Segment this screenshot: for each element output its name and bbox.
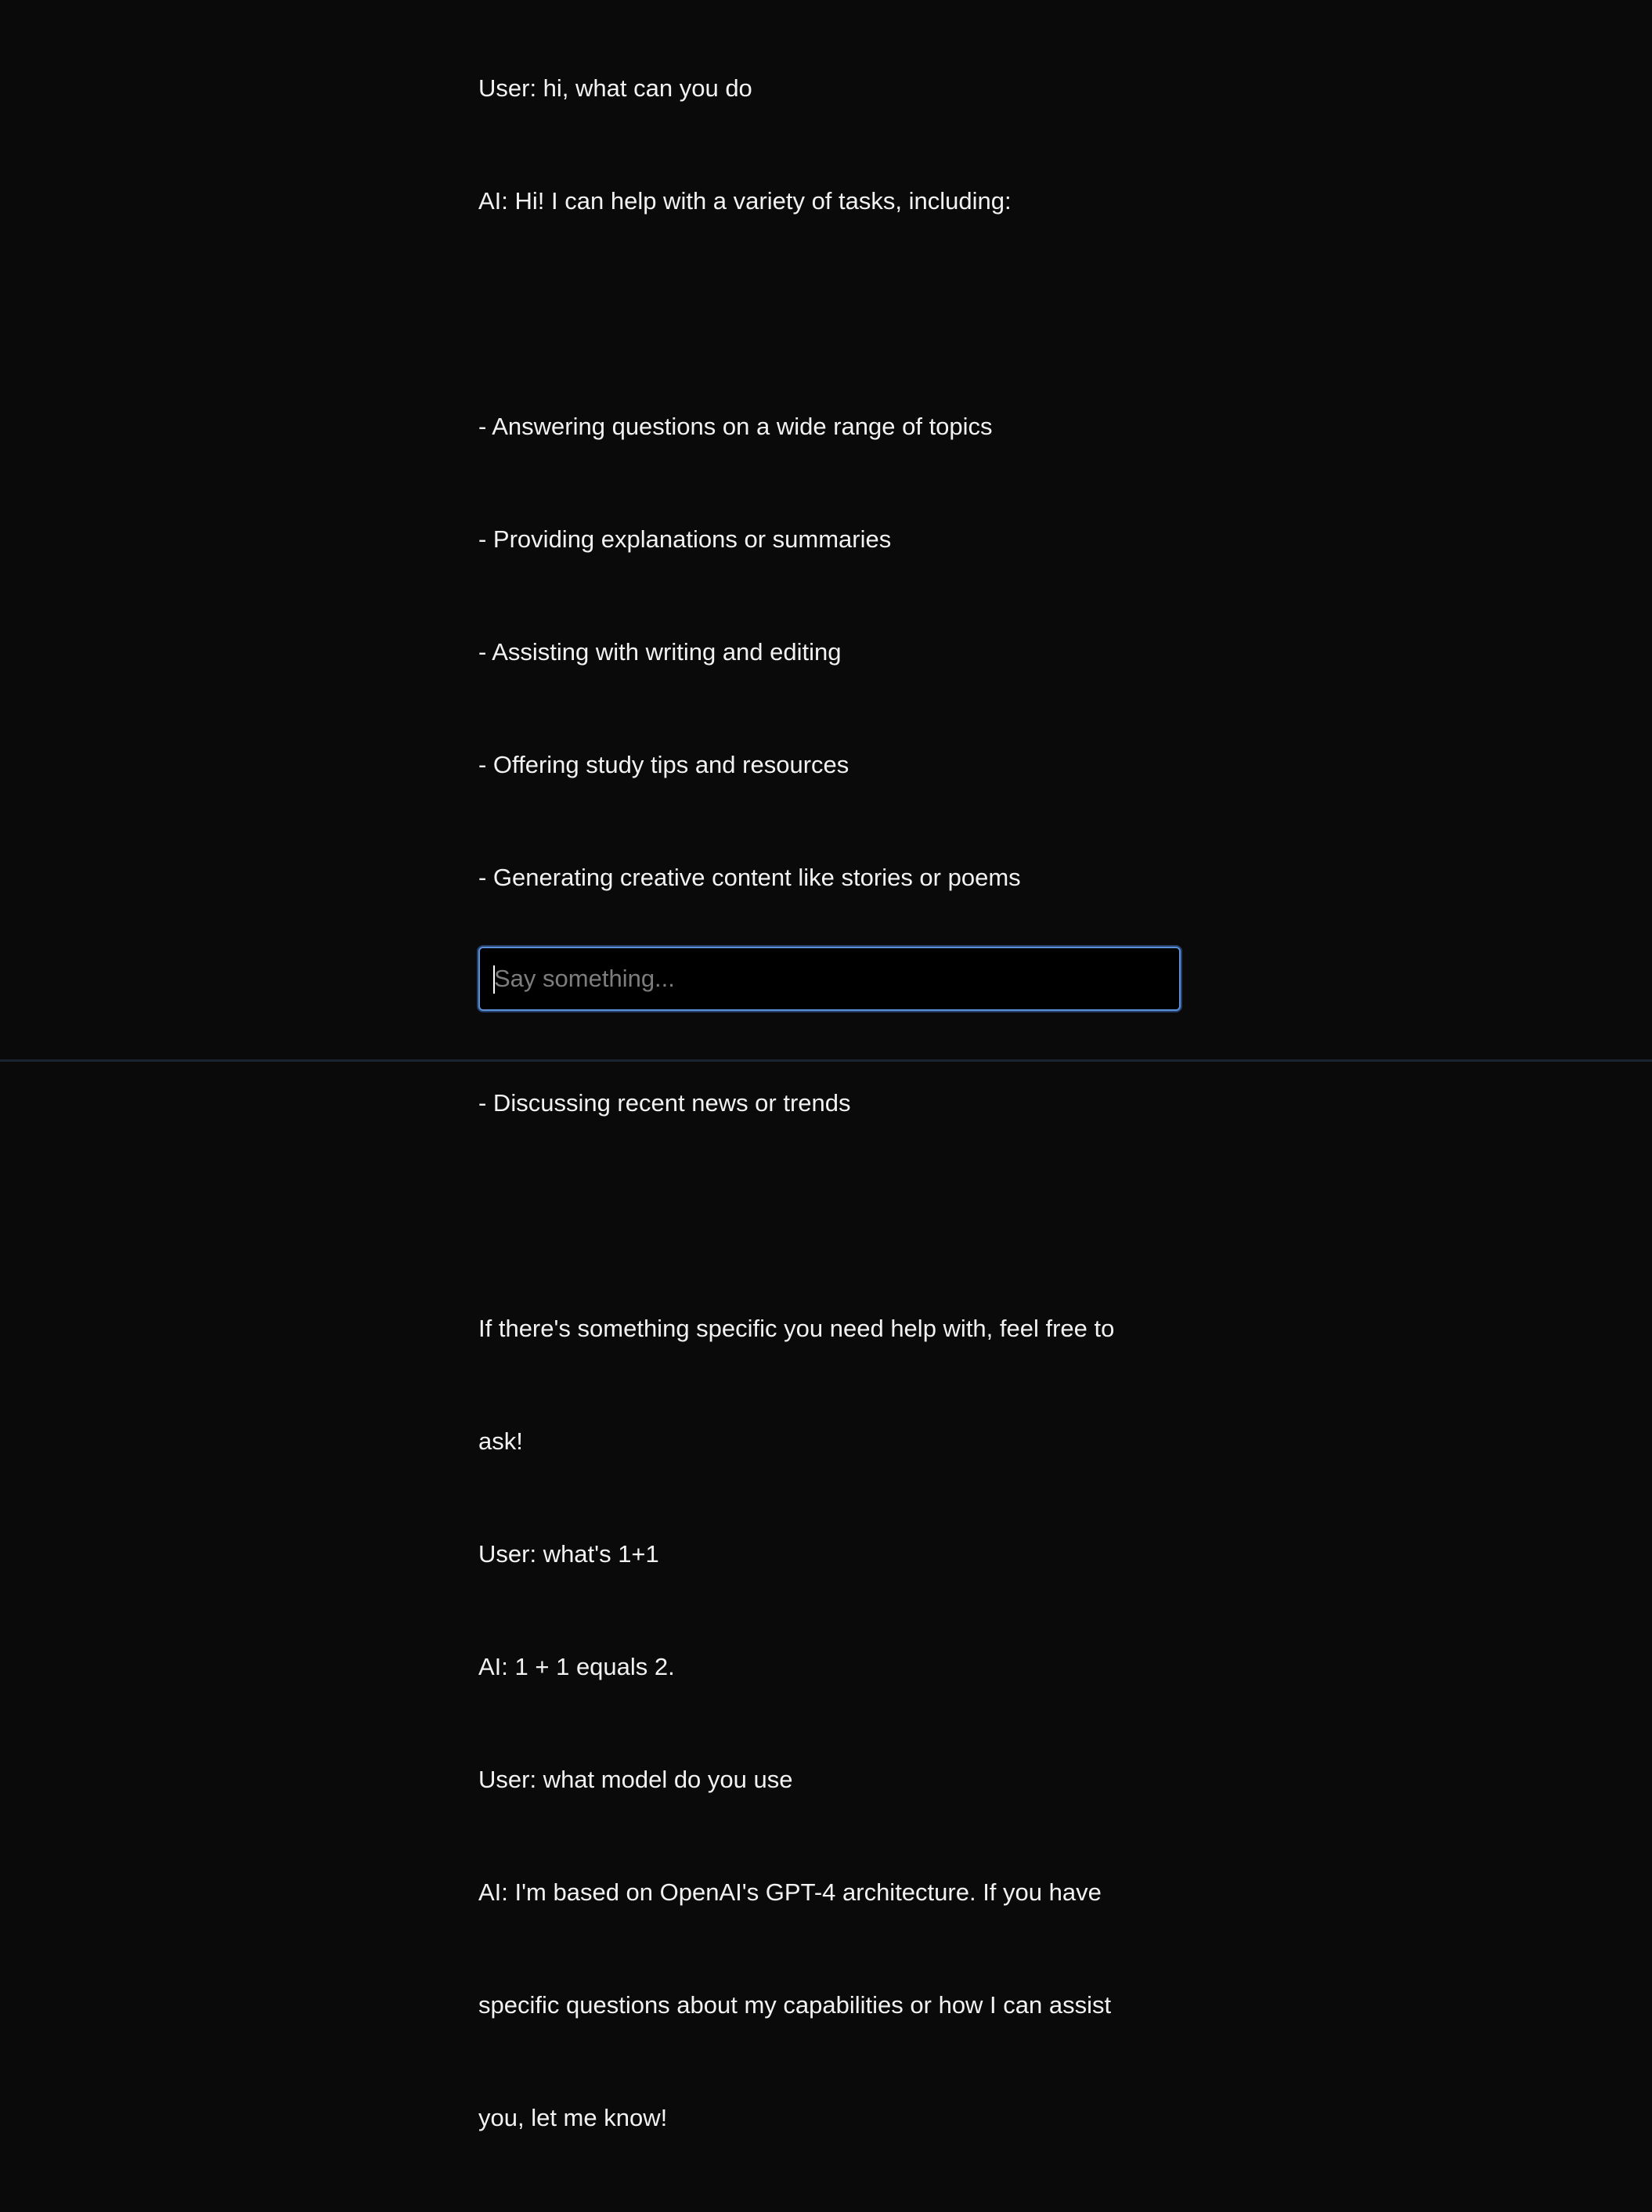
transcript-line: AI: Hi! I can help with a variety of tasks, including:	[478, 187, 1012, 215]
message-input[interactable]	[480, 948, 1179, 1009]
transcript-line: - Providing explanations or summaries	[478, 525, 892, 553]
chat-transcript	[478, 0, 1167, 2212]
transcript-line: AI: I'm based on OpenAI's GPT-4 architecture. If you have	[478, 1878, 1102, 1906]
transcript-line: - Offering study tips and resources	[478, 751, 849, 778]
transcript-line	[478, 295, 1167, 333]
transcript-line: - Answering questions on a wide range of topics	[478, 413, 993, 440]
transcript-line: AI: 1 + 1 equals 2.	[478, 1653, 675, 1680]
transcript-line: - Assisting with writing and editing	[478, 638, 842, 666]
transcript-line: User: what model do you use	[478, 1766, 793, 1793]
transcript-line: you, let me know!	[478, 2104, 668, 2131]
message-input-container[interactable]	[478, 947, 1181, 1011]
transcript-line: - Generating creative content like stories or poems	[478, 864, 1021, 891]
transcript-line: ask!	[478, 1427, 523, 1455]
transcript-line	[478, 1197, 1167, 1235]
transcript-line: User: what's 1+1	[478, 1540, 659, 1568]
transcript-line: User: hi, what can you do	[478, 74, 752, 102]
text-caret	[493, 965, 495, 994]
transcript-line: specific questions about my capabilities or how I can assist	[478, 1991, 1112, 2019]
transcript-line: If there's something specific you need help with, feel free to	[478, 1315, 1115, 1342]
transcript-line: - Discussing recent news or trends	[478, 1089, 851, 1117]
